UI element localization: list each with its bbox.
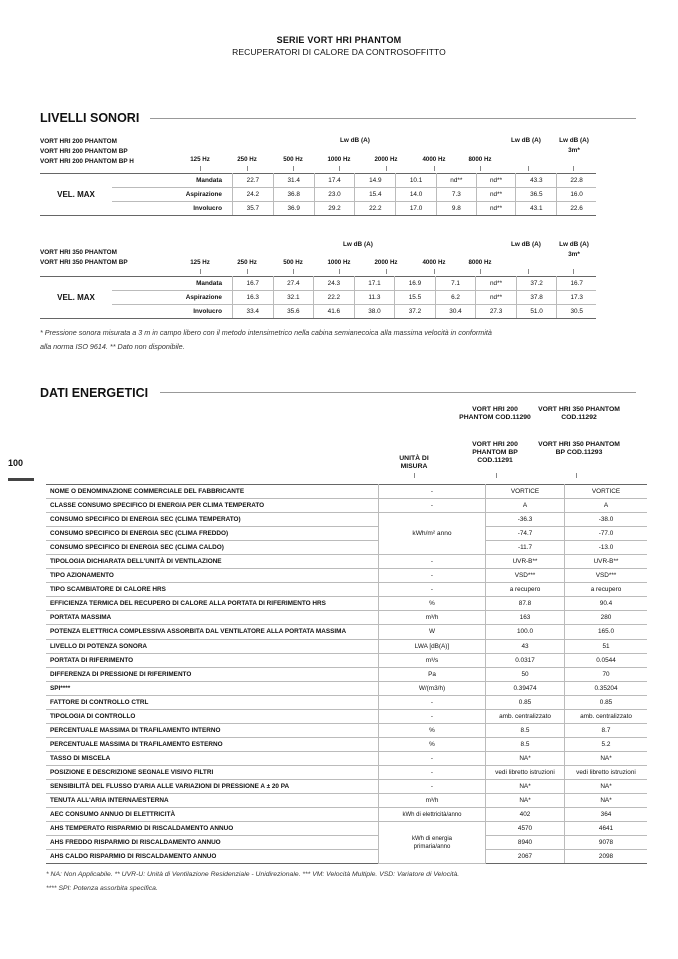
- table-row: [46, 597, 647, 611]
- table-row: [46, 822, 647, 836]
- table-row: [46, 541, 647, 555]
- cell: 37.8: [516, 291, 557, 305]
- table-row: [46, 723, 647, 737]
- value-b: 51: [565, 639, 648, 653]
- unit-cell: -: [379, 779, 486, 793]
- model-name: VORT HRI 350 PHANTOM: [40, 249, 117, 256]
- value-a: 402: [486, 808, 565, 822]
- table-row: [40, 291, 596, 305]
- cell: 35.6: [273, 305, 314, 319]
- table-row: [46, 751, 647, 765]
- cell: 41.6: [314, 305, 355, 319]
- value-a: 0.0317: [486, 653, 565, 667]
- energy-section-title: DATI ENERGETICI: [40, 386, 149, 400]
- table-row: [40, 188, 596, 202]
- cell: 51.0: [516, 305, 557, 319]
- value-b: a recupero: [565, 583, 648, 597]
- cell: 38.0: [354, 305, 395, 319]
- energy-table: [46, 484, 647, 864]
- model-name: VORT HRI 200 PHANTOM BP: [40, 148, 128, 155]
- frequency-label: 125 Hz: [190, 259, 210, 266]
- value-b: NA*: [565, 751, 648, 765]
- value-a: 8940: [486, 836, 565, 850]
- tick: [386, 166, 387, 171]
- value-a: a recupero: [486, 583, 565, 597]
- table-row: [46, 611, 647, 625]
- unit-cell: %: [379, 737, 486, 751]
- row-label: TASSO DI MISCELA: [46, 751, 379, 765]
- unit-cell: -: [379, 583, 486, 597]
- tick: [247, 269, 248, 274]
- row-label: SENSIBILITÀ DEL FLUSSO D'ARIA ALLE VARIAZIONI DI PRESSIONE A ± 20 PA: [46, 779, 379, 793]
- row-label: POTENZA ELETTRICA COMPLESSIVA ASSORBITA DAL VENTILATORE ALLA PORTATA MASSIMA: [46, 625, 379, 639]
- value-a: 8.5: [486, 723, 565, 737]
- cell: 11.3: [354, 291, 395, 305]
- row-label: AHS FREDDO RISPARMIO DI RISCALDAMENTO ANNUO: [46, 836, 379, 850]
- page-marker-bar: [8, 478, 34, 481]
- frequency-label: 8000 Hz: [468, 259, 492, 266]
- cell: 16.0: [557, 188, 596, 202]
- tick: [573, 269, 574, 274]
- tick: [414, 473, 415, 478]
- row-label: PERCENTUALE MASSIMA DI TRAFILAMENTO INTERNO: [46, 723, 379, 737]
- table-row: [46, 737, 647, 751]
- tick: [480, 269, 481, 274]
- cell: 27.4: [273, 277, 314, 291]
- cell: 27.3: [476, 305, 517, 319]
- unit-cell: -: [379, 695, 486, 709]
- cell: nd**: [436, 174, 476, 188]
- frequency-label: 500 Hz: [283, 156, 303, 163]
- row-label: CONSUMO SPECIFICO DI ENERGIA SEC (CLIMA FREDDO): [46, 527, 379, 541]
- cell: 7.3: [436, 188, 476, 202]
- cell: nd**: [476, 291, 517, 305]
- value-b: 280: [565, 611, 648, 625]
- value-b: 8.7: [565, 723, 648, 737]
- table-row: [46, 485, 647, 499]
- cell: 35.7: [233, 202, 274, 216]
- table-row: [46, 850, 647, 864]
- cell: 16.9: [395, 277, 436, 291]
- frequency-label: 1000 Hz: [327, 156, 351, 163]
- frequency-label: 4000 Hz: [422, 259, 446, 266]
- cell: 43.1: [516, 202, 557, 216]
- unit-cell: LWA [dB(A)]: [379, 639, 486, 653]
- row-label: SPI****: [46, 681, 379, 695]
- row-label: POSIZIONE E DESCRIZIONE SEGNALE VISIVO FILTRI: [46, 765, 379, 779]
- tick: [339, 166, 340, 171]
- cell: 16.7: [233, 277, 274, 291]
- cell: 22.2: [314, 291, 355, 305]
- tick: [293, 269, 294, 274]
- cell: 36.9: [273, 202, 314, 216]
- value-a: 50: [486, 667, 565, 681]
- table-row: [46, 709, 647, 723]
- cell: 22.2: [355, 202, 396, 216]
- row-label: TIPOLOGIA DI CONTROLLO: [46, 709, 379, 723]
- energy-footnote: [46, 868, 646, 896]
- row-label: PORTATA DI RIFERIMENTO: [46, 653, 379, 667]
- frequency-label: 2000 Hz: [374, 156, 398, 163]
- model-b-header-top: VORT HRI 350 PHANTOM COD.11292: [538, 406, 620, 421]
- table-row: [46, 779, 647, 793]
- row-label: CLASSE CONSUMO SPECIFICO DI ENERGIA PER CLIMA TEMPERATO: [46, 499, 379, 513]
- value-a: 2067: [486, 850, 565, 864]
- series-subtitle: RECUPERATORI DI CALORE DA CONTROSOFFITTO: [232, 47, 446, 57]
- value-b: NA*: [565, 779, 648, 793]
- value-b: 165.0: [565, 625, 648, 639]
- tick: [339, 269, 340, 274]
- cell: 17.3: [557, 291, 596, 305]
- sound-table-2: [40, 276, 596, 319]
- value-a: NA*: [486, 779, 565, 793]
- cell: 37.2: [516, 277, 557, 291]
- tick: [528, 269, 529, 274]
- table-row: [46, 583, 647, 597]
- value-b: VSD***: [565, 569, 648, 583]
- model-name: VORT HRI 200 PHANTOM BP H: [40, 158, 134, 165]
- value-b: 90.4: [565, 597, 648, 611]
- frequency-label: 8000 Hz: [468, 156, 492, 163]
- tick: [576, 473, 577, 478]
- cell: 36.5: [516, 188, 557, 202]
- value-a: VORTICE: [486, 485, 565, 499]
- table-row: [40, 174, 596, 188]
- value-a: 8.5: [486, 737, 565, 751]
- tick: [496, 473, 497, 478]
- value-a: NA*: [486, 751, 565, 765]
- table-row: [46, 513, 647, 527]
- row-label: Involucro: [112, 305, 233, 319]
- row-label: AHS CALDO RISPARMIO DI RISCALDAMENTO ANNUO: [46, 850, 379, 864]
- cell: 32.1: [273, 291, 314, 305]
- value-b: 0.0544: [565, 653, 648, 667]
- row-label: PERCENTUALE MASSIMA DI TRAFILAMENTO ESTERNO: [46, 737, 379, 751]
- cell: 16.7: [557, 277, 596, 291]
- row-label: Aspirazione: [112, 188, 233, 202]
- table-row: [40, 277, 596, 291]
- value-b: 0.85: [565, 695, 648, 709]
- value-a: -36.3: [486, 513, 565, 527]
- value-b: amb. centralizzato: [565, 709, 648, 723]
- unit-cell: kWh/m² anno: [379, 513, 486, 555]
- tick: [434, 166, 435, 171]
- frequency-label: 250 Hz: [237, 156, 257, 163]
- sound-section-rule: [150, 118, 636, 119]
- footnote-line: * NA: Non Applicabile. ** UVR-U: Unità di Ventilazione Residenziale - Unidirezionale. *** VM: Velocità Multiple. VSD: Variatore di Velocità.: [46, 871, 460, 878]
- value-b: 70: [565, 667, 648, 681]
- row-label: AEC CONSUMO ANNUO DI ELETTRICITÀ: [46, 808, 379, 822]
- cell: 22.8: [557, 174, 596, 188]
- sound-footnote: [40, 326, 640, 354]
- cell: 22.6: [557, 202, 596, 216]
- series-title: SERIE VORT HRI PHANTOM: [276, 35, 402, 45]
- value-a: VSD***: [486, 569, 565, 583]
- lw3m-header: Lw dB (A) 3m*: [559, 241, 589, 258]
- row-label: TENUTA ALL'ARIA INTERNA/ESTERNA: [46, 794, 379, 808]
- unit-cell: m³/h: [379, 794, 486, 808]
- page-number: 100: [8, 458, 24, 468]
- energy-section-rule: [160, 392, 636, 393]
- sound-table-2-models: [40, 248, 128, 268]
- frequency-label: 2000 Hz: [374, 259, 398, 266]
- value-a: 43: [486, 639, 565, 653]
- row-label: Mandata: [112, 174, 233, 188]
- lw-header: Lw dB (A): [343, 241, 373, 248]
- footnote-line: **** SPI: Potenza assorbita specifica.: [46, 885, 158, 892]
- row-label: Mandata: [112, 277, 233, 291]
- row-label: DIFFERENZA DI PRESSIONE DI RIFERIMENTO: [46, 667, 379, 681]
- row-label: Aspirazione: [112, 291, 233, 305]
- table-row: [40, 202, 596, 216]
- unit-cell: -: [379, 709, 486, 723]
- cell: 16.3: [233, 291, 274, 305]
- row-label: PORTATA MASSIMA: [46, 611, 379, 625]
- cell: 33.4: [233, 305, 274, 319]
- row-label: Involucro: [112, 202, 233, 216]
- cell: 6.2: [435, 291, 476, 305]
- value-b: -77.0: [565, 527, 648, 541]
- tick: [386, 269, 387, 274]
- row-label: NOME O DENOMINAZIONE COMMERCIALE DEL FABBRICANTE: [46, 485, 379, 499]
- value-a: 87.8: [486, 597, 565, 611]
- value-a: vedi libretto istruzioni: [486, 765, 565, 779]
- unit-cell: W/(m3/h): [379, 681, 486, 695]
- value-b: VORTICE: [565, 485, 648, 499]
- row-label: EFFICIENZA TERMICA DEL RECUPERO DI CALORE ALLA PORTATA DI RIFERIMENTO HRS: [46, 597, 379, 611]
- model-b-header-bottom: VORT HRI 350 PHANTOM BP COD.11293: [538, 441, 620, 456]
- tick: [573, 166, 574, 171]
- frequency-label: 250 Hz: [237, 259, 257, 266]
- row-label: AHS TEMPERATO RISPARMIO DI RISCALDAMENTO ANNUO: [46, 822, 379, 836]
- model-a-header-top: VORT HRI 200 PHANTOM COD.11290: [459, 406, 531, 421]
- unit-header: UNITÀ DI MISURA: [399, 455, 429, 470]
- model-name: VORT HRI 350 PHANTOM BP: [40, 259, 128, 266]
- table-row: [46, 555, 647, 569]
- unit-cell: -: [379, 555, 486, 569]
- value-a: UVR-B**: [486, 555, 565, 569]
- value-a: 0.39474: [486, 681, 565, 695]
- unit-cell: W: [379, 625, 486, 639]
- cell: 17.0: [396, 202, 437, 216]
- value-a: amb. centralizzato: [486, 709, 565, 723]
- cell: 24.2: [233, 188, 274, 202]
- value-a: 0.85: [486, 695, 565, 709]
- frequency-label: 1000 Hz: [327, 259, 351, 266]
- table-row: [46, 695, 647, 709]
- table-row: [46, 569, 647, 583]
- cell: 9.8: [436, 202, 476, 216]
- unit-cell: -: [379, 751, 486, 765]
- cell: 15.5: [395, 291, 436, 305]
- value-a: A: [486, 499, 565, 513]
- cell: 30.5: [557, 305, 596, 319]
- table-row: [46, 639, 647, 653]
- unit-cell: %: [379, 723, 486, 737]
- unit-cell: -: [379, 765, 486, 779]
- value-b: NA*: [565, 794, 648, 808]
- sound-table-1: [40, 173, 596, 216]
- value-b: 5.2: [565, 737, 648, 751]
- cell: 24.3: [314, 277, 355, 291]
- value-b: UVR-B**: [565, 555, 648, 569]
- cell: 14.9: [355, 174, 396, 188]
- unit-cell: -: [379, 569, 486, 583]
- table-row: [46, 527, 647, 541]
- table-row: [46, 765, 647, 779]
- unit-cell: -: [379, 485, 486, 499]
- unit-cell: -: [379, 499, 486, 513]
- value-b: 0.35204: [565, 681, 648, 695]
- tick: [480, 166, 481, 171]
- vel-max-label: VEL. MAX: [40, 174, 112, 216]
- cell: 36.8: [273, 188, 314, 202]
- cell: 10.1: [396, 174, 437, 188]
- cell: 17.1: [354, 277, 395, 291]
- cell: 7.1: [435, 277, 476, 291]
- value-a: -11.7: [486, 541, 565, 555]
- table-row: [46, 794, 647, 808]
- frequency-label: 125 Hz: [190, 156, 210, 163]
- cell: 37.2: [395, 305, 436, 319]
- table-row: [46, 499, 647, 513]
- unit-cell: kWh di energia primaria/anno: [379, 822, 486, 864]
- vel-max-label: VEL. MAX: [40, 277, 112, 319]
- table-row: [40, 305, 596, 319]
- cell: 15.4: [355, 188, 396, 202]
- value-a: 4570: [486, 822, 565, 836]
- row-label: CONSUMO SPECIFICO DI ENERGIA SEC (CLIMA TEMPERATO): [46, 513, 379, 527]
- row-label: TIPO SCAMBIATORE DI CALORE HRS: [46, 583, 379, 597]
- table-row: [46, 653, 647, 667]
- frequency-label: 4000 Hz: [422, 156, 446, 163]
- value-a: -74.7: [486, 527, 565, 541]
- value-b: -13.0: [565, 541, 648, 555]
- value-b: 9078: [565, 836, 648, 850]
- model-a-header-bottom: VORT HRI 200 PHANTOM BP COD.11291: [472, 441, 518, 464]
- value-b: 364: [565, 808, 648, 822]
- tick: [293, 166, 294, 171]
- cell: 22.7: [233, 174, 274, 188]
- cell: nd**: [476, 277, 517, 291]
- cell: nd**: [476, 202, 516, 216]
- lw-total-header: Lw dB (A): [511, 241, 541, 248]
- value-b: vedi libretto istruzioni: [565, 765, 648, 779]
- value-b: 2098: [565, 850, 648, 864]
- table-row: [46, 667, 647, 681]
- row-label: LIVELLO DI POTENZA SONORA: [46, 639, 379, 653]
- tick: [247, 166, 248, 171]
- lw-total-header: Lw dB (A): [511, 137, 541, 144]
- value-b: A: [565, 499, 648, 513]
- lw-header: Lw dB (A): [340, 137, 370, 144]
- unit-cell: m³/h: [379, 611, 486, 625]
- sound-table-1-models: [40, 137, 134, 167]
- tick: [200, 269, 201, 274]
- tick: [528, 166, 529, 171]
- frequency-label: 500 Hz: [283, 259, 303, 266]
- cell: 14.0: [396, 188, 437, 202]
- row-label: CONSUMO SPECIFICO DI ENERGIA SEC (CLIMA CALDO): [46, 541, 379, 555]
- value-a: 100.0: [486, 625, 565, 639]
- unit-cell: m³/s: [379, 653, 486, 667]
- row-label: FATTORE DI CONTROLLO CTRL: [46, 695, 379, 709]
- sound-section-title: LIVELLI SONORI: [40, 111, 140, 125]
- value-b: 4641: [565, 822, 648, 836]
- cell: 29.2: [314, 202, 355, 216]
- cell: 43.3: [516, 174, 557, 188]
- tick: [434, 269, 435, 274]
- unit-cell: Pa: [379, 667, 486, 681]
- table-row: [46, 808, 647, 822]
- cell: 17.4: [314, 174, 355, 188]
- row-label: TIPO AZIONAMENTO: [46, 569, 379, 583]
- lw3m-header: Lw dB (A) 3m*: [559, 137, 589, 154]
- cell: nd**: [476, 174, 516, 188]
- cell: 23.0: [314, 188, 355, 202]
- cell: 31.4: [273, 174, 314, 188]
- table-row: [46, 625, 647, 639]
- tick: [200, 166, 201, 171]
- table-row: [46, 836, 647, 850]
- unit-cell: %: [379, 597, 486, 611]
- value-a: 163: [486, 611, 565, 625]
- value-b: -38.0: [565, 513, 648, 527]
- unit-cell: kWh di elettricità/anno: [379, 808, 486, 822]
- cell: nd**: [476, 188, 516, 202]
- value-a: NA*: [486, 794, 565, 808]
- cell: 30.4: [435, 305, 476, 319]
- footnote-line: alla norma ISO 9614. ** Dato non disponibile.: [40, 342, 185, 351]
- model-name: VORT HRI 200 PHANTOM: [40, 138, 117, 145]
- table-row: [46, 681, 647, 695]
- footnote-line: * Pressione sonora misurata a 3 m in campo libero con il metodo intensimetrico nella cabina semianecoica alla massima velocità in conformità: [40, 328, 492, 337]
- row-label: TIPOLOGIA DICHIARATA DELL'UNITÀ DI VENTILAZIONE: [46, 555, 379, 569]
